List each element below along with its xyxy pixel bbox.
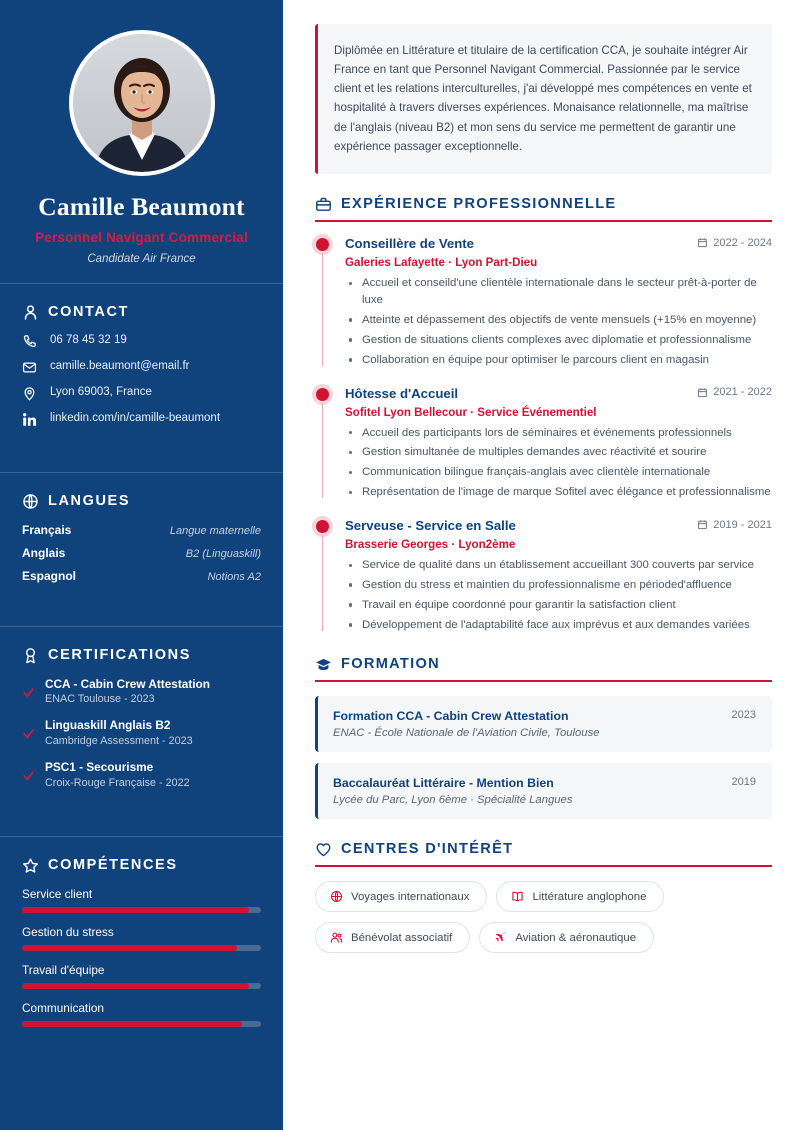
- formation-rule: [315, 680, 772, 682]
- contact-item-phone[interactable]: [22, 334, 261, 349]
- sidebar-section-competences: [0, 837, 283, 1055]
- check-icon: [22, 720, 35, 747]
- timeline-line: [322, 253, 324, 365]
- skill-bar-track: [22, 945, 261, 951]
- skill-label: Communication: [22, 1000, 104, 1015]
- contact-linkedin-value: linkedin.com/in/camille-beaumont: [50, 412, 221, 425]
- experience-bullets: [345, 275, 772, 368]
- sidebar-section-contact: [0, 284, 283, 454]
- timeline-line: [322, 535, 324, 631]
- experience-bullet: Développement de l'adaptabilité face aux imprévus et aux demandes variées: [345, 617, 772, 634]
- certification-name: Linguaskill Anglais B2: [45, 718, 171, 733]
- section-formation: [315, 656, 772, 819]
- experience-header: [345, 236, 772, 251]
- book-open-icon: [511, 890, 524, 903]
- skill-label: Gestion du stress: [22, 924, 114, 939]
- heart-icon: [315, 841, 332, 858]
- experience-bullet: Service de qualité dans un établissement accueillant 300 couverts par service: [345, 557, 772, 574]
- skill-bar-track: [22, 1021, 261, 1027]
- language-row: [22, 546, 261, 560]
- language-row: [22, 569, 261, 583]
- formation-item: [315, 763, 772, 819]
- experience-rule: [315, 220, 772, 222]
- formation-institution: ENAC - École Nationale de l'Aviation Civile, Toulouse: [333, 726, 600, 739]
- experience-heading: [315, 196, 772, 213]
- experience-header: [345, 386, 772, 401]
- check-icon: [22, 679, 35, 706]
- certification-detail: Cambridge Assessment - 2023: [45, 734, 193, 747]
- portrait-photo: [73, 34, 211, 172]
- avatar: [69, 30, 215, 176]
- timeline-dot: [316, 238, 329, 251]
- experience-date: [687, 237, 772, 249]
- experience-bullet: Travail en équipe coordonné pour garantir la satisfaction client: [345, 597, 772, 614]
- experience-list: [315, 236, 772, 633]
- formation-degree: Formation CCA - Cabin Crew Attestation: [333, 708, 569, 723]
- experience-date-text: 2021 - 2022: [713, 386, 772, 399]
- language-level: Notions A2: [207, 570, 261, 583]
- interets-heading: [315, 841, 772, 858]
- skill-bar-track: [22, 907, 261, 913]
- language-level: Langue maternelle: [169, 524, 261, 537]
- interets-rule: [315, 865, 772, 867]
- experience-title: Conseillère de Vente: [345, 236, 474, 252]
- language-level: B2 (Linguaskill): [185, 547, 261, 560]
- certification-detail: Croix-Rouge Française - 2022: [45, 776, 190, 789]
- globe-icon: [22, 493, 39, 510]
- interest-chip-label: Bénévolat associatif: [351, 931, 453, 944]
- interest-chip-aviation[interactable]: [479, 922, 654, 953]
- profile-summary: Diplômée en Littérature et titulaire de la certification CCA, je souhaite intégrer Air France en tant que Personnel Navigant Commercial. Passionnée par le service client et les relations interculturelles, j'ai développé mes compétences en vente et hospitalité à travers diverses expériences. Monaisance relationnelle, ma maîtrise de l'anglais (niveau B2) et mon sens du service me permettent de garantir une expérience passager exceptionnelle.: [315, 24, 772, 174]
- certifications-heading-label: CERTIFICATIONS: [48, 647, 191, 664]
- briefcase-icon: [315, 196, 332, 213]
- phone-icon: [22, 334, 37, 349]
- linkedin-icon: [22, 412, 37, 427]
- certification-item: [22, 760, 261, 789]
- formation-institution: Lycée du Parc, Lyon 6ème · Spécialité Langues: [333, 793, 573, 806]
- interest-chip-litterature[interactable]: [496, 881, 664, 912]
- competences-heading-label: COMPÉTENCES: [48, 857, 178, 874]
- formation-item: [315, 696, 772, 752]
- experience-title: Hôtesse d'Accueil: [345, 385, 459, 401]
- experience-bullets: [345, 557, 772, 634]
- plane-icon: [494, 931, 507, 944]
- experience-item: [315, 236, 772, 368]
- section-experience: [315, 196, 772, 634]
- interets-heading-label: CENTRES D'INTÉRÊT: [341, 841, 514, 858]
- skill-bar-fill: [22, 1021, 242, 1027]
- formation-year: 2019: [731, 775, 756, 788]
- avatar-wrap: [0, 0, 283, 176]
- experience-item: [315, 518, 772, 634]
- experience-organization: Sofitel Lyon Bellecour · Service Événementiel: [345, 405, 597, 419]
- user-icon: [22, 304, 39, 321]
- language-name: Français: [22, 522, 72, 537]
- certification-item: [22, 677, 261, 706]
- envelope-icon: [22, 360, 37, 375]
- experience-date-text: 2019 - 2021: [713, 518, 772, 531]
- langues-heading: [22, 493, 261, 510]
- experience-date-text: 2022 - 2024: [713, 236, 772, 249]
- interest-chip-label: Littérature anglophone: [532, 890, 647, 903]
- language-name: Espagnol: [22, 568, 77, 583]
- contact-heading-label: CONTACT: [48, 304, 130, 321]
- skill-bar-fill: [22, 983, 249, 989]
- calendar-icon: [697, 519, 708, 530]
- contact-email-value: camille.beaumont@email.fr: [50, 360, 190, 373]
- experience-bullets: [345, 425, 772, 502]
- contact-heading: [22, 304, 261, 321]
- langues-heading-label: LANGUES: [48, 493, 131, 510]
- globe-icon: [330, 890, 343, 903]
- certification-name: PSC1 - Secourisme: [45, 759, 154, 774]
- contact-item-email[interactable]: [22, 360, 261, 375]
- candidate-subtitle: Candidate Air France: [87, 252, 196, 265]
- sidebar: [0, 0, 283, 1130]
- formation-degree: Baccalauréat Littéraire - Mention Bien: [333, 775, 554, 790]
- section-interets: [315, 841, 772, 953]
- skill-bar-fill: [22, 945, 237, 951]
- language-name: Anglais: [22, 545, 66, 560]
- formation-heading-label: FORMATION: [341, 656, 440, 673]
- experience-date: [687, 386, 772, 398]
- contact-phone-value: 06 78 45 32 19: [50, 334, 127, 347]
- experience-organization: Brasserie Georges · Lyon2ème: [345, 538, 516, 552]
- check-icon: [22, 762, 35, 789]
- skill-item: [22, 963, 261, 989]
- certification-detail: ENAC Toulouse - 2023: [45, 693, 155, 706]
- interest-chip-benevolat[interactable]: [315, 922, 470, 953]
- formation-text: [333, 776, 573, 806]
- language-row: [22, 523, 261, 537]
- experience-bullet: Gestion de situations clients complexes avec diplomatie et professionnalisme: [345, 332, 772, 349]
- formation-list: [315, 696, 772, 819]
- map-pin-icon: [22, 386, 37, 401]
- competences-heading: [22, 857, 261, 874]
- timeline-line: [322, 403, 324, 499]
- candidate-role: Personnel Navigant Commercial: [35, 230, 248, 245]
- main-content: [283, 0, 800, 1130]
- award-icon: [22, 647, 39, 664]
- contact-location-value: Lyon 69003, France: [50, 386, 152, 399]
- skill-item: [22, 925, 261, 951]
- formation-text: [333, 709, 600, 739]
- experience-bullet: Accueil et conseild'une clientèle internationale dans le secteur prêt-à-porter de luxe: [345, 275, 772, 309]
- experience-bullet: Atteinte et dépassement des objectifs de vente mensuels (+15% en moyenne): [345, 312, 772, 329]
- experience-bullet: Représentation de l'image de marque Sofitel avec élégance et professionnalisme: [345, 484, 772, 501]
- timeline-dot: [316, 520, 329, 533]
- certification-item: [22, 718, 261, 747]
- star-icon: [22, 857, 39, 874]
- experience-bullet: Accueil des participants lors de séminaires et événements professionnels: [345, 425, 772, 442]
- experience-item: [315, 386, 772, 502]
- experience-header: [345, 518, 772, 533]
- candidate-name: Camille Beaumont: [38, 192, 245, 221]
- calendar-icon: [697, 237, 708, 248]
- experience-organization: Galeries Lafayette · Lyon Part-Dieu: [345, 256, 538, 270]
- skill-bar-fill: [22, 907, 249, 913]
- skill-item: [22, 1001, 261, 1027]
- interests-chip-list: [315, 881, 772, 953]
- experience-bullet: Gestion simultanée de multiples demandes avec réactivité et sourire: [345, 444, 772, 461]
- interest-chip-voyages[interactable]: [315, 881, 487, 912]
- certification-name: CCA - Cabin Crew Attestation: [45, 676, 210, 691]
- sidebar-section-certifications: [0, 627, 283, 818]
- skill-item: [22, 887, 261, 913]
- experience-title: Serveuse - Service en Salle: [345, 518, 516, 534]
- interest-chip-label: Voyages internationaux: [351, 890, 470, 903]
- experience-bullet: Collaboration en équipe pour optimiser le parcours client en magasin: [345, 352, 772, 369]
- users-icon: [330, 931, 343, 944]
- contact-item-location[interactable]: [22, 386, 261, 401]
- skill-label: Travail d'équipe: [22, 962, 105, 977]
- sidebar-section-langues: [0, 473, 283, 608]
- contact-item-linkedin[interactable]: [22, 412, 261, 427]
- formation-heading: [315, 656, 772, 673]
- experience-heading-label: EXPÉRIENCE PROFESSIONNELLE: [341, 196, 617, 213]
- graduation-cap-icon: [315, 656, 332, 673]
- experience-bullet: Communication bilingue français-anglais avec clientèle internationale: [345, 464, 772, 481]
- experience-bullet: Gestion du stress et maintien du professionnalisme en périoded'affluence: [345, 577, 772, 594]
- timeline-dot: [316, 388, 329, 401]
- calendar-icon: [697, 387, 708, 398]
- experience-date: [687, 519, 772, 531]
- formation-year: 2023: [731, 708, 756, 721]
- interest-chip-label: Aviation & aéronautique: [515, 931, 637, 944]
- skill-label: Service client: [22, 886, 93, 901]
- skill-bar-track: [22, 983, 261, 989]
- certifications-heading: [22, 647, 261, 664]
